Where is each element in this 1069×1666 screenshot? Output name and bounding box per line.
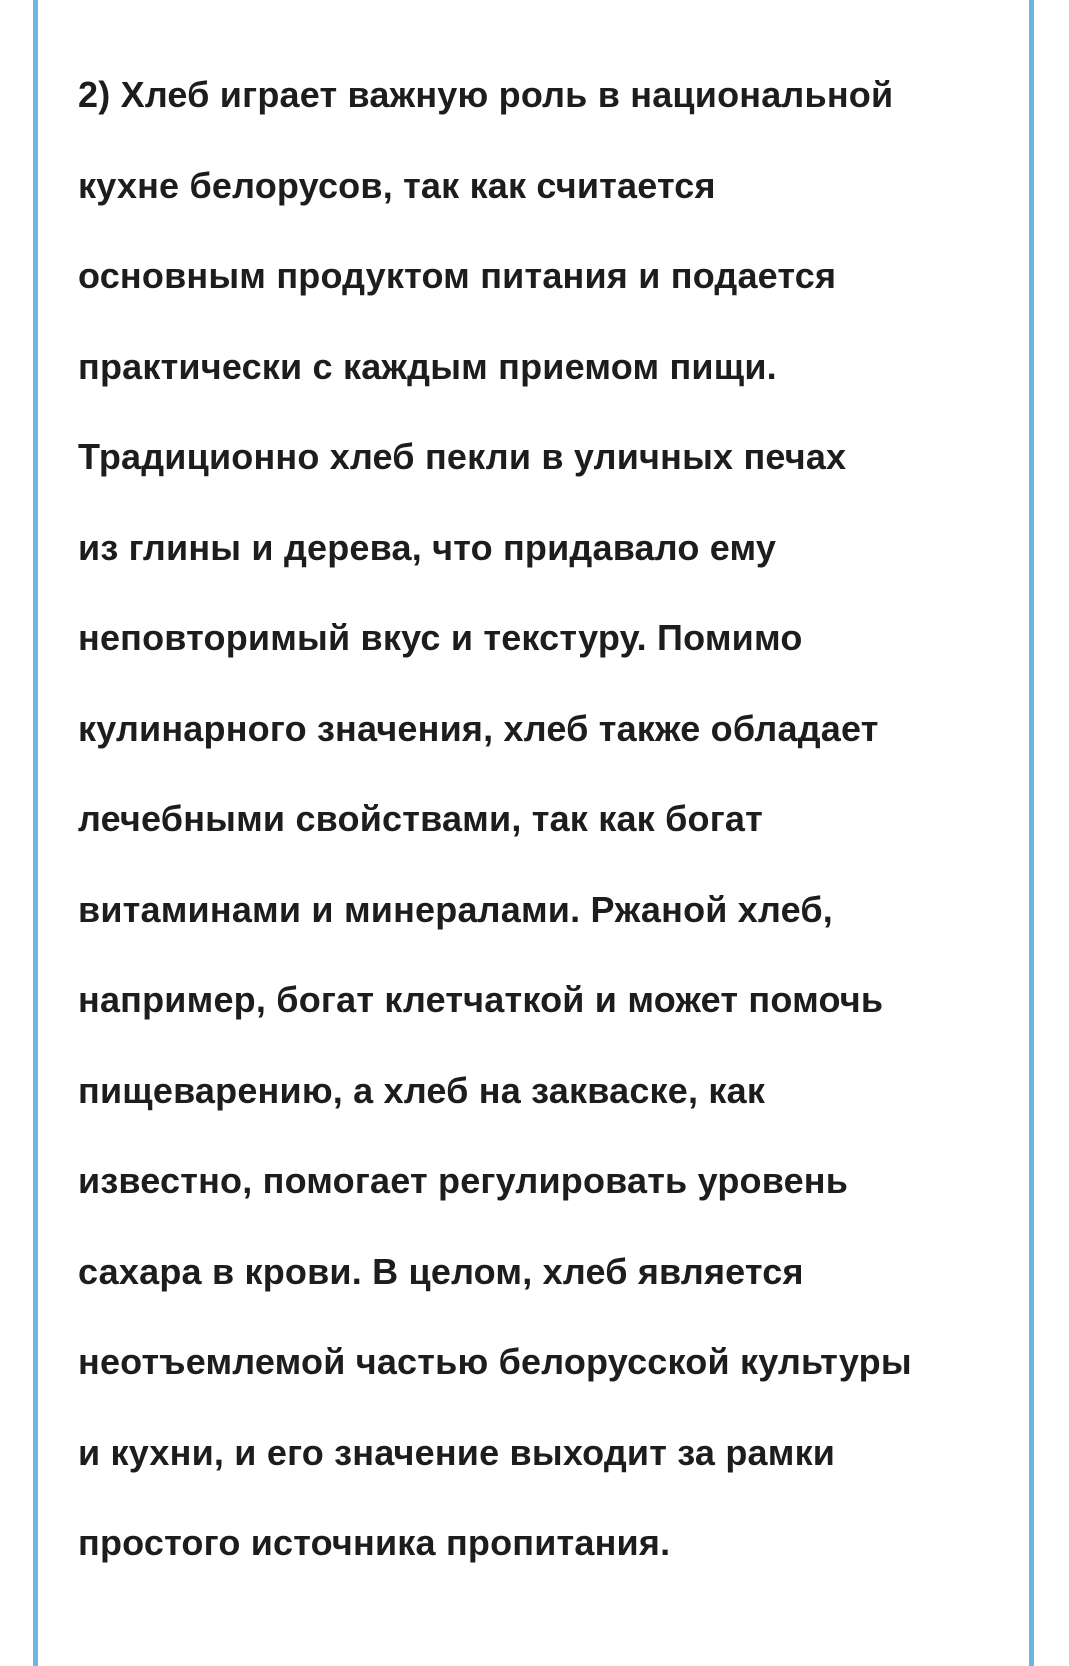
text-line: из глины и дерева, что придавало ему — [78, 526, 777, 568]
text-line: простого источника пропитания. — [78, 1522, 671, 1563]
text-line: известно, помогает регулировать уровень — [78, 1160, 849, 1201]
text-line: кулинарного значения, хлеб также обладает — [78, 707, 879, 749]
text-line: неповторимый вкус и текстуру. Помимо — [78, 617, 803, 658]
left-border-line — [33, 0, 38, 1666]
text-line: лечебными свойствами, так как богат — [78, 798, 763, 839]
answer-text-block — [78, 75, 1038, 1614]
text-line: основным продуктом питания и подается — [78, 255, 837, 296]
text-line: сахара в крови. В целом, хлеб является — [78, 1250, 804, 1292]
text-line: пищеварению, а хлеб на закваске, как — [78, 1069, 766, 1111]
text-line: витаминами и минералами. Ржаной хлеб, — [78, 888, 833, 930]
text-line: 2) Хлеб играет важную роль в национальной — [78, 74, 894, 115]
text-line: Традиционно хлеб пекли в уличных печах — [78, 436, 847, 477]
text-line: кухне белорусов, так как считается — [78, 164, 716, 206]
text-line: например, богат клетчаткой и может помочь — [78, 979, 884, 1020]
text-line: неотъемлемой частью белорусской культуры — [78, 1341, 912, 1382]
text-line: и кухни, и его значение выходит за рамки — [78, 1431, 836, 1473]
text-line: практически с каждым приемом пищи. — [78, 345, 777, 387]
